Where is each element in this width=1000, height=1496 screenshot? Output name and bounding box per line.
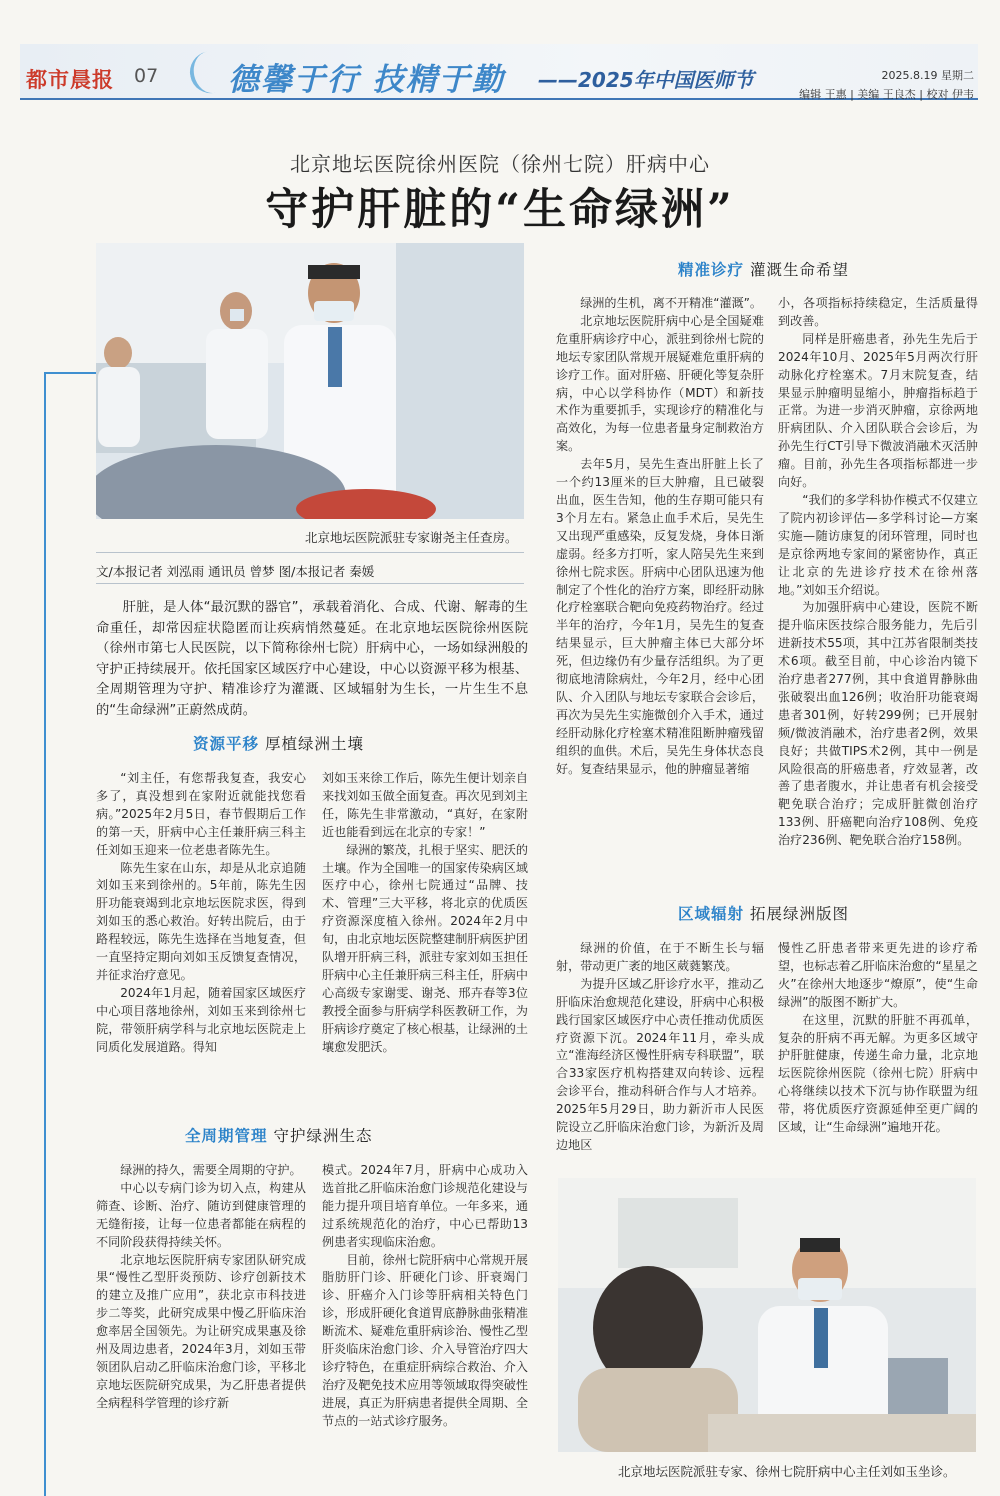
section-heading-title: 灌溉生命希望: [749, 261, 849, 279]
newspaper-brand: 都市晨报: [26, 68, 114, 92]
paragraph: 北京地坛医院肝病专家团队研究成果“慢性乙型肝炎预防、诊疗创新技术的建立及推广应用”，获北京市科技进步二等奖，此研究成果中慢乙肝临床治愈率居全国领先。为让研究成果惠及徐州及周边患者，2024年3月，刘如玉带领团队启动乙肝临床治愈门诊，平移北京地坛医院研究成果，为乙肝患者提供全病程科学管理的诊疗新: [96, 1252, 306, 1410]
section4-left-column: [556, 940, 764, 1155]
paragraph: 绿洲的生机，离不开精准“灌溉”。: [580, 296, 763, 310]
header-festival: ——2025年中国医师节: [538, 68, 754, 92]
paragraph: 绿洲的繁茂，扎根于坚实、肥沃的土壤。作为全国唯一的国家传染病区域医疗中心，徐州七院通过“品牌、技术、管理”三大平移，将北京的优质医疗资源深度植入徐州。2024年2月中旬，由北京地坛医院整建制肝病医护团队增开肝病三科，派驻专家刘如玉担任肝病中心主任兼肝病三科主任，肝病中心高级专家谢雯、谢尧、邢卉春等3位教授全面参与肝病学科医教研工作，为肝病诊疗奠定了核心根基，让绿洲的土壤愈发肥沃。: [322, 842, 528, 1054]
editor-credits: 编辑 王惠 | 美编 王良杰 | 校对 伊韦: [799, 88, 974, 101]
article-kicker: 北京地坛医院徐州医院（徐州七院）肝病中心: [290, 152, 710, 176]
paragraph-continued: 慢性乙肝患者带来更先进的诊疗希望，也标志着乙肝临床治愈的“星星之火”在徐州大地逐步“燎原”，使“生命绿洲”的版图不断扩大。: [778, 941, 978, 1009]
article-headline: 守护肝脏的“生命绿洲”: [265, 185, 735, 235]
lead-paragraph: [96, 598, 528, 721]
section-heading-regional: [678, 902, 849, 924]
frame-line-left: [44, 372, 46, 1496]
section3-left-column: [556, 295, 764, 778]
section2-right-column: [322, 1162, 528, 1431]
paragraph: 为加强肝病中心建设，医院不断提升临床医技综合服务能力，先后引进新技术55项，其中江苏省限制类技术6项。截至目前，中心诊治内镜下治疗患者277例，其中食道胃静脉曲张破裂出血126例；收治肝功能衰竭患者301例，好转299例；已开展射频/微波消融术，治疗患者2例，效果良好；共做TIPS术2例，其中一例是风险很高的肝癌患者，疗效显著，改善了患者腹水，并让患者有机会接受靶免联合治疗；完成肝脏微创治疗133例、肝癌靶向治疗108例、免疫治疗236例、靶免联合治疗158例。: [778, 600, 978, 848]
section-heading-highlight: 区域辐射: [678, 905, 745, 923]
section1-right-column: [322, 770, 528, 1057]
paragraph: 去年5月，吴先生查出肝脏上长了一个约13厘米的巨大肿瘤，且已破裂出血，医生告知，他的生存期可能只有3个月左右。紧急止血手术后，吴先生又出现严重感染，反复发烧，身体日渐虚弱。经多方打听，家人陪吴先生来到徐州七院求医。肝病中心团队迅速为他制定了个性化的治疗方案，即经肝动脉化疗栓塞联合靶向免疫药物治疗。经过半年的治疗，今年1月，吴先生的复查结果显示，巨大肿瘤主体已大部分坏死，但边缘仍有少量存活组织。为了更彻底地清除病灶，今年2月，经中心团队、介入团队与地坛专家联合会诊后，再次为吴先生实施微创介入手术，通过经肝动脉化疗栓塞术精准阻断肿瘤残留组织的血供。术后，吴先生身体状态良好。复查结果显示，他的肿瘤显著缩: [556, 457, 764, 776]
paragraph: 绿洲的持久，需要全周期的守护。: [120, 1163, 302, 1177]
paragraph-continued: 刘如玉来徐工作后，陈先生便计划亲自来找刘如玉做全面复查。再次见到刘主任，陈先生非常激动，“真好，在家附近也能看到远在北京的专家！”: [322, 771, 528, 839]
byline-divider: [96, 583, 524, 584]
frame-line-top: [44, 372, 96, 374]
lead-text: 肝脏，是人体“最沉默的器官”，承载着消化、合成、代谢、解毒的生命重任，却常因症状隐匿而让疾病悄然蔓延。在北京地坛医院徐州医院（徐州市第七人民医院，以下简称徐州七院）肝病中心，一场如绿洲般的守护正持续展开。依托国家区域医疗中心建设，中心以资源平移为根基、全周期管理为守护、精准诊疗为灌溉、区域辐射为生长，一片生生不息的“生命绿洲”正蔚然成荫。: [96, 600, 528, 718]
issue-date: 2025.8.19 星期二: [881, 69, 974, 82]
paragraph: 在这里，沉默的肝脏不再孤单，复杂的肝病不再无解。为更多区域守护肝脏健康，传递生命力量，北京地坛医院徐州医院（徐州七院）肝病中心将继续以技术下沉与协作联盟为纽带，将优质医疗资源延伸至更广阔的区域，让“生命绿洲”遍地开花。: [778, 1012, 978, 1135]
paragraph-continued: 小，各项指标持续稳定，生活质量得到改善。: [778, 296, 978, 328]
paragraph: 为提升区域乙肝诊疗水平，推动乙肝临床治愈规范化建设，肝病中心积极践行国家区域医疗中心责任推动优质医疗资源下沉。2024年11月，牵头成立“淮海经济区慢性肝病专科联盟”，联合33家医疗机构搭建双向转诊、远程会诊平台，推动科研合作与人才培养。2025年5月29日，助力新沂市人民医院设立乙肝临床治愈门诊，为新沂及周边地区: [556, 976, 764, 1152]
section-heading-highlight: 精准诊疗: [678, 261, 745, 279]
paragraph: 陈先生家在山东，却是从北京追随刘如玉来到徐州的。5年前，陈先生因肝功能衰竭到北京地坛医院求医，得到刘如玉的悉心救治。好转出院后，由于路程较远，陈先生选择在当地复查，但一直坚持定期向刘如玉反馈复查情况，并征求治疗意见。: [96, 860, 306, 982]
section-heading-full-cycle: [185, 1124, 372, 1146]
section-heading-title: 厚植绿洲土壤: [264, 735, 364, 753]
paragraph: 北京地坛医院肝病中心是全国疑难危重肝病诊疗中心，派驻到徐州七院的地坛专家团队常规开展疑难危重肝病的诊疗工作。面对肝癌、肝硬化等复杂肝病，中心以学科协作（MDT）和新技术作为重要抓手，实现诊疗的精准化与高效化，为每一位患者量身定制救治方案。: [556, 313, 764, 454]
outpatient-illustration: [558, 1178, 976, 1452]
page-number: 07: [134, 65, 159, 87]
section-heading-highlight: 资源平移: [193, 735, 260, 753]
photo-outpatient-consult: [558, 1178, 976, 1452]
paragraph: 绿洲的价值，在于不断生长与辐射，带动更广袤的地区葳蕤繁茂。: [556, 941, 764, 973]
byline: 文/本报记者 刘泓雨 通讯员 曾梦 图/本报记者 秦媛: [96, 564, 375, 579]
ward-round-illustration: [96, 243, 524, 519]
section1-left-column: [96, 770, 306, 1057]
section4-right-column: [778, 940, 978, 1137]
section-heading-resource-shift: [193, 732, 364, 754]
paragraph-continued: 模式。2024年7月，肝病中心成功入选首批乙肝临床治愈门诊规范化建设与能力提升项目培育单位。一年多来，通过系统规范化的治疗，中心已帮助13例患者实现临床治愈。: [322, 1163, 528, 1249]
section3-right-column: [778, 295, 978, 850]
paragraph: “我们的多学科协作模式不仅建立了院内初诊评估—多学科讨论—方案实施—随访康复的闭环管理，同时也是京徐两地专家间的紧密协作，真正让北京的先进诊疗技术在徐州落地。”刘如玉介绍说。: [778, 492, 978, 597]
paragraph: 同样是肝癌患者，孙先生先后于2024年10月、2025年5月两次行肝动脉化疗栓塞术。7月末院复查，结果显示肿瘤明显缩小，肿瘤指标趋于正常。为进一步消灭肿瘤，京徐两地肝病团队、介入团队联合会诊后，为孙先生行CT引导下微波消融术灭活肿瘤。目前，孙先生各项指标都进一步向好。: [778, 331, 978, 490]
paragraph: “刘主任，有您帮我复查，我安心多了，真没想到在家附近就能找您看病。”2025年2月5日，春节假期后工作的第一天，肝病中心主任兼肝病三科主任刘如玉迎来一位老患者陈先生。: [96, 771, 306, 857]
paragraph: 2024年1月起，随着国家区域医疗中心项目落地徐州，刘如玉来到徐州七院，带领肝病学科与北京地坛医院走上同质化发展道路。得知: [96, 985, 306, 1054]
section-heading-title: 拓展绿洲版图: [749, 905, 849, 923]
paragraph: 中心以专病门诊为切入点，构建从筛查、诊断、治疗、随访到健康管理的无缝衔接，让每一位患者都能在病程的不同阶段获得持续关怀。: [96, 1180, 306, 1249]
header-motto: 德馨于行 技精于勤: [228, 62, 505, 98]
paragraph: 目前，徐州七院肝病中心常规开展脂肪肝门诊、肝硬化门诊、肝衰竭门诊、肝癌介入门诊等肝病相关特色门诊，形成肝硬化食道胃底静脉曲张精准断流术、疑难危重肝病诊治、慢性乙型肝炎临床治愈门诊、介入导管治疗四大诊疗特色，在重症肝病综合救治、介入治疗及靶免技术应用等领域取得突破性进展，真正为肝病患者提供全周期、全节点的一站式诊疗服务。: [322, 1252, 528, 1428]
photo2-caption: 北京地坛医院派驻专家、徐州七院肝病中心主任刘如玉坐诊。: [618, 1464, 956, 1479]
photo1-caption: 北京地坛医院派驻专家谢尧主任查房。: [305, 530, 518, 545]
section2-left-column: [96, 1162, 306, 1413]
section-heading-precision: [678, 258, 849, 280]
section-heading-highlight: 全周期管理: [185, 1127, 268, 1145]
caption-divider: [96, 552, 524, 553]
photo-ward-round: [96, 243, 524, 519]
section-heading-title: 守护绿洲生态: [273, 1127, 373, 1145]
